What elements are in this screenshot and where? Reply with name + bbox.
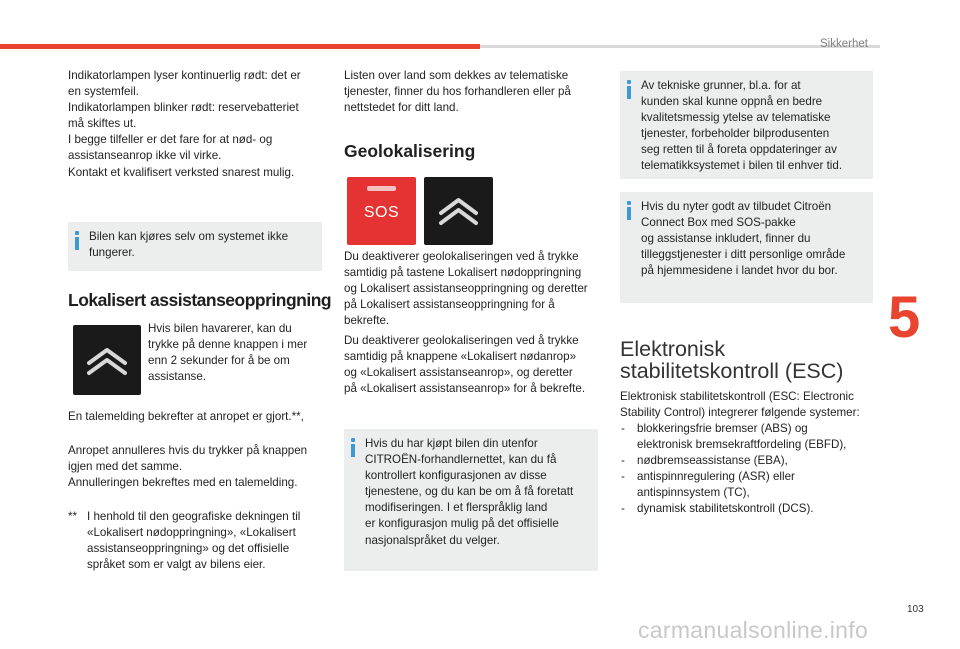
esc-intro: Elektronisk stabilitetskontroll (ESC: Electronic Stability Control) integrerer følgende systemer: (620, 390, 860, 420)
page-number: 103 (907, 604, 924, 615)
geolocation-para-2: Du deaktiverer geolokaliseringen ved å trykke samtidig på knappene «Lokalisert nødanrop» og «Lokalisert assistanseanrop», og deretter på «Lokalisert assistanseanrop» for å bekrefte. (344, 334, 586, 396)
info-note-citroen (344, 429, 598, 571)
sos-button-slot (367, 186, 396, 191)
voice-message-text: En talemelding bekrefter at anropet er gjort.**, (68, 410, 304, 423)
info-icon (627, 201, 631, 220)
heading-esc: Elektronisk stabilitetskontroll (ESC) (620, 337, 844, 383)
info-note-text: Av tekniske grunner, bl.a. for at kunden skal kunne oppnå en bedre kvalitetsmessig ytelse av telematiske tjenester, forbeholder bilprodusenten seg retten til å foreta oppdateringer av telematikksystemet i bilen til enhver tid. (641, 79, 843, 173)
info-note (68, 222, 322, 271)
header-accent-bar (0, 44, 480, 49)
heading-geolocation: Geolokalisering (344, 141, 476, 161)
assistance-button-text: Hvis bilen havarerer, kan du trykke på denne knappen i mer enn 2 sekunder for å be om assistanse. (148, 322, 308, 384)
info-note-connect-box (620, 192, 873, 303)
list-item: - blokkeringsfrie bremser (ABS) og elektronisk bremsekraftfordeling (EBFD), (620, 421, 882, 453)
citroen-chevrons-icon (424, 177, 493, 245)
cancel-text: Anropet annulleres hvis du trykker på knappen igjen med det samme. Annulleringen bekreftes med en talemelding. (68, 444, 308, 490)
sos-label: SOS (363, 204, 400, 221)
section-title: Sikkerhet (820, 38, 868, 50)
info-note-text: Hvis du har kjøpt bilen din utenfor CITROËN-forhandlernettet, kan du få kontrollert konfigurasjonen av disse tjenestene, og du kan be om å få foretatt modifiseringen. I et flerspråklig land er konfigurasjon mulig på det offisielle nasjonalspråket du velger. (365, 437, 574, 547)
esc-system-list (620, 421, 882, 518)
list-item: - nødbremseassistanse (EBA), (620, 453, 882, 469)
chapter-number: 5 (888, 285, 921, 350)
list-item: - antispinnregulering (ASR) eller antispinnsystem (TC), (620, 469, 882, 501)
info-icon (351, 438, 355, 457)
list-item: - dynamisk stabilitetskontroll (DCS). (620, 501, 882, 517)
info-icon (75, 231, 79, 250)
col2-intro: Listen over land som dekkes av telematiske tjenester, finner du hos forhandleren eller på nettstedet for ditt land. (344, 69, 571, 115)
footnote-text: I henhold til den geografiske dekningen til «Lokalisert nødoppringning», «Lokalisert assistanseoppringning» og det offisielle språket som er valgt av bilens eier. (87, 510, 301, 572)
info-icon (627, 80, 631, 99)
heading-assistance-call: Lokalisert assistanseoppringning (68, 290, 332, 310)
footnote-mark: ** (68, 510, 78, 523)
info-note-text: Hvis du nyter godt av tilbudet Citroën Connect Box med SOS-pakke og assistanse inkludert, finner du tilleggstjenester i ditt personlige område på hjemmesidene i landet hvor du bor. (641, 200, 846, 278)
geolocation-para-1: Du deaktiverer geolokaliseringen ved å trykke samtidig på tastene Lokalisert nødoppringning og Lokalisert assistanseoppringning og deretter på Lokalisert assistanseoppringning for å bekrefte. (344, 250, 588, 328)
assistance-button-icon (73, 325, 141, 395)
info-note-technical (620, 71, 873, 179)
citroen-chevrons-icon (73, 325, 141, 395)
info-note-text: Bilen kan kjøres selv om systemet ikke fungerer. (89, 230, 289, 260)
sos-button-icon (347, 177, 416, 245)
watermark: carmanualsonline.info (638, 617, 869, 643)
assistance-button-icon-2 (424, 177, 493, 245)
col1-intro: Indikatorlampen lyser kontinuerlig rødt: det er en systemfeil. Indikatorlampen blinker rødt: reservebatteriet må skiftes ut. I begge tilfeller er det fare for at nød- og assistanseanrop ikke vil virke. Kontakt et kvalifisert verksted snarest mulig. (68, 69, 301, 179)
